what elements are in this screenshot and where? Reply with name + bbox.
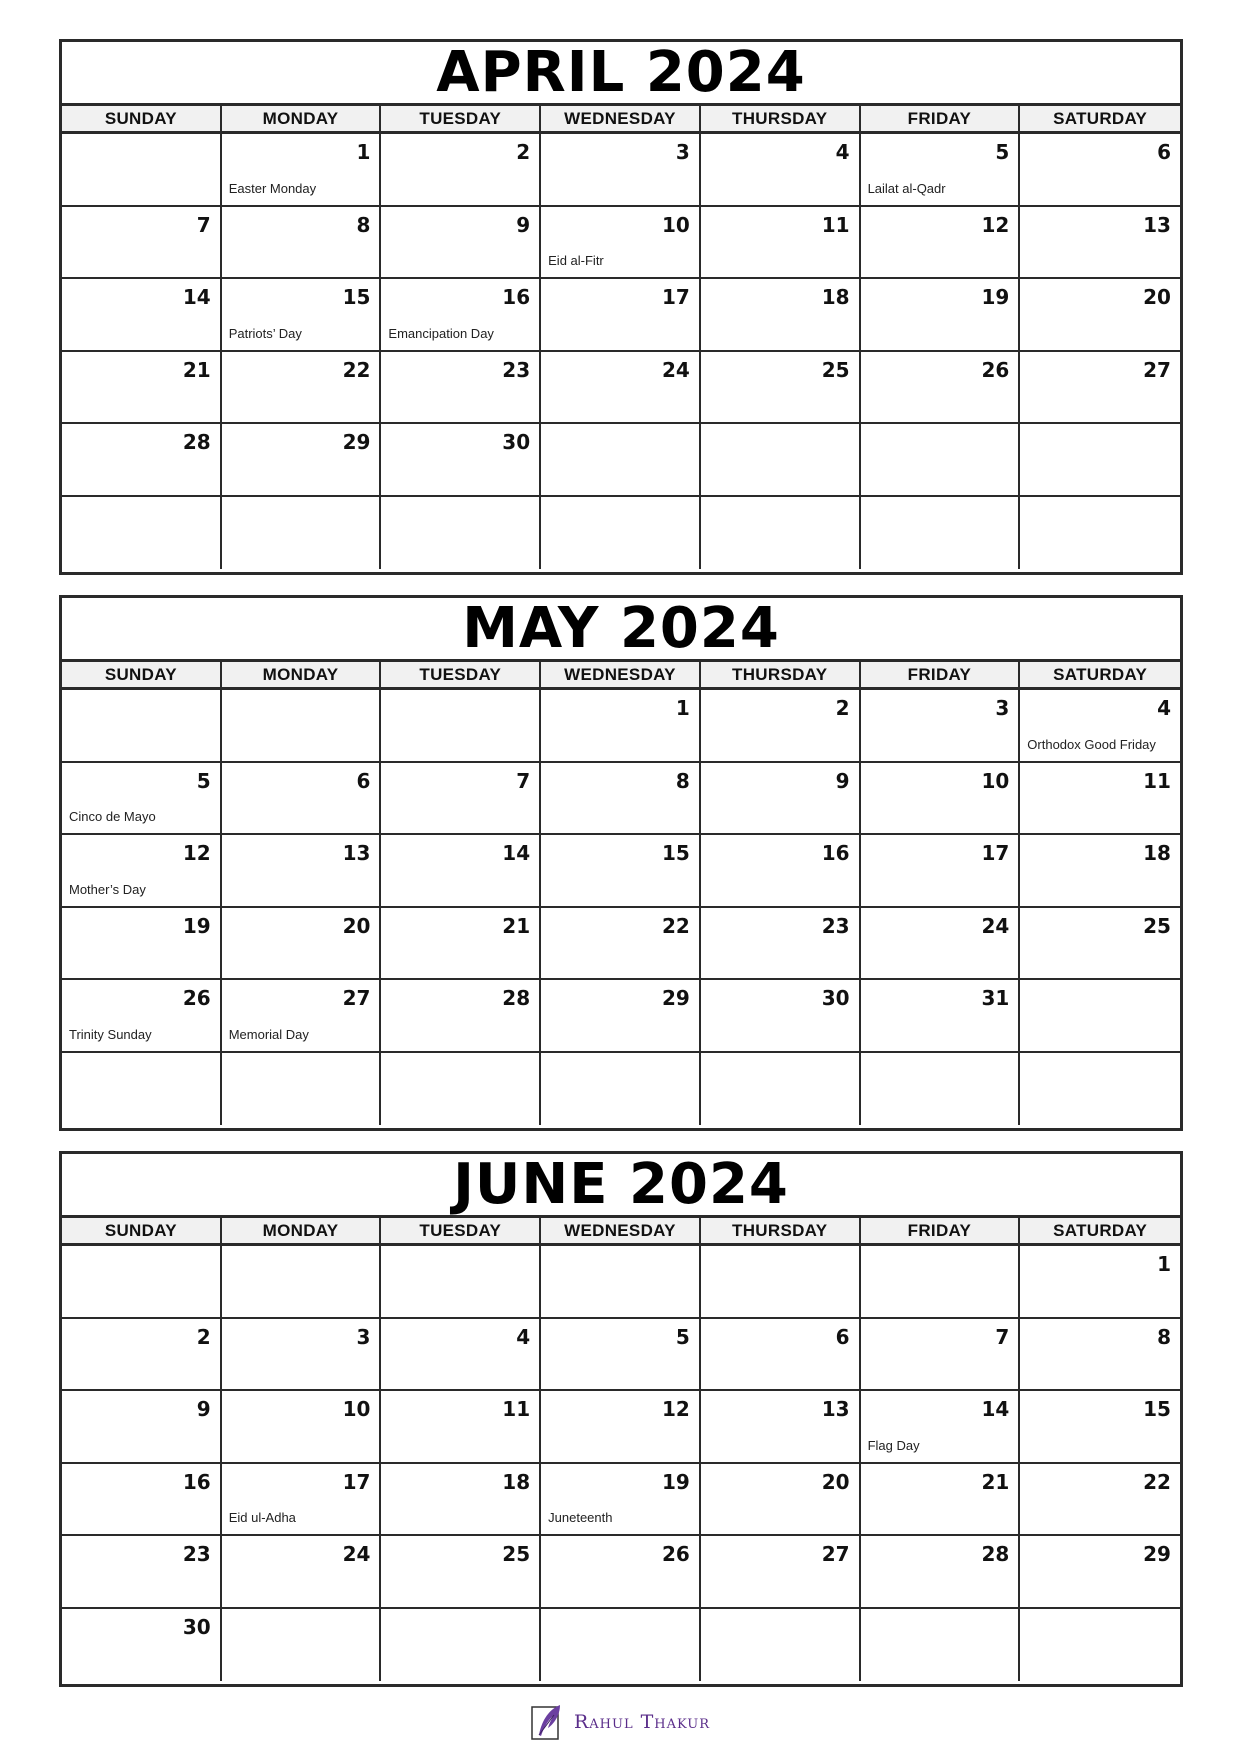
weekday-header: [62, 106, 1180, 134]
day-number: 1: [675, 696, 690, 720]
day-cell: [1020, 1464, 1180, 1537]
day-grid: [62, 134, 1180, 569]
holiday-label: Lailat al-Qadr: [867, 180, 946, 196]
day-cell: [861, 1319, 1021, 1392]
day-cell: [222, 1391, 382, 1464]
day-cell: [62, 1053, 222, 1126]
calendar-april: [59, 39, 1183, 575]
day-number: 10: [981, 768, 1010, 793]
day-number: 6: [1157, 140, 1171, 164]
day-number: 30: [502, 430, 531, 454]
day-cell: [222, 1319, 382, 1392]
day-number: 7: [196, 212, 211, 237]
day-cell: [222, 1053, 382, 1126]
day-number: 2: [516, 140, 531, 164]
day-cell: [62, 1246, 222, 1319]
day-cell: [1020, 980, 1180, 1053]
weekday-label: SUNDAY: [62, 106, 222, 131]
weekday-label: TUESDAY: [381, 1218, 541, 1243]
day-cell: [541, 763, 701, 836]
holiday-label: Memorial Day: [228, 1026, 309, 1042]
day-number: 2: [835, 696, 850, 720]
day-number: 15: [1143, 1397, 1171, 1421]
weekday-label: WEDNESDAY: [541, 662, 701, 687]
day-cell: [381, 134, 541, 207]
weekday-label: FRIDAY: [861, 1218, 1021, 1243]
day-cell: [701, 424, 861, 497]
day-cell: [861, 1391, 1021, 1464]
day-cell: [62, 980, 222, 1053]
weekday-label: WEDNESDAY: [541, 106, 701, 131]
day-cell: [1020, 763, 1180, 836]
day-number: 3: [356, 1324, 371, 1349]
day-cell: [541, 497, 701, 570]
day-cell: [701, 134, 861, 207]
day-number: 28: [182, 430, 211, 454]
day-cell: [222, 835, 382, 908]
day-number: 7: [516, 768, 531, 793]
weekday-label: MONDAY: [222, 662, 382, 687]
day-number: 24: [981, 913, 1010, 938]
day-number: 11: [1143, 768, 1171, 793]
day-number: 29: [342, 430, 371, 454]
day-number: 6: [356, 768, 371, 793]
holiday-label: Trinity Sunday: [69, 1026, 152, 1042]
weekday-label: THURSDAY: [701, 662, 861, 687]
weekday-label: MONDAY: [222, 1218, 382, 1243]
day-number: 22: [662, 913, 690, 938]
day-cell: [62, 835, 222, 908]
day-number: 18: [821, 285, 850, 309]
weekday-label: SATURDAY: [1053, 108, 1148, 128]
day-cell: [701, 763, 861, 836]
day-number: 19: [662, 1469, 690, 1494]
weekday-label: SATURDAY: [1053, 664, 1148, 684]
quill-feather-icon: [530, 1703, 566, 1741]
weekday-header: [62, 1218, 1180, 1246]
day-cell: [1020, 497, 1180, 570]
weekday-label: SUNDAY: [62, 662, 222, 687]
day-cell: [62, 690, 222, 763]
day-number: 17: [662, 285, 690, 309]
day-cell: [222, 424, 382, 497]
day-number: 5: [995, 140, 1010, 164]
day-cell: [222, 1609, 382, 1682]
day-cell: [541, 1319, 701, 1392]
day-number: 15: [662, 841, 690, 865]
weekday-label: TUESDAY: [381, 662, 541, 687]
day-cell: [701, 690, 861, 763]
day-number: 13: [1143, 212, 1171, 237]
weekday-label: FRIDAY: [861, 662, 1021, 687]
day-cell: [381, 497, 541, 570]
day-cell: [541, 1246, 701, 1319]
day-cell: [1020, 1246, 1180, 1319]
day-cell: [222, 690, 382, 763]
day-cell: [541, 1464, 701, 1537]
day-number: 15: [342, 285, 371, 309]
day-cell: [381, 1391, 541, 1464]
day-cell: [222, 1246, 382, 1319]
day-cell: [541, 207, 701, 280]
day-cell: [1020, 690, 1180, 763]
holiday-label: Eid al-Fitr: [548, 253, 604, 268]
day-cell: [222, 1464, 382, 1537]
day-cell: [541, 134, 701, 207]
day-cell: [381, 1246, 541, 1319]
day-cell: [861, 134, 1021, 207]
day-cell: [701, 1053, 861, 1126]
day-number: 30: [182, 1614, 211, 1639]
month-title: MAY 2024: [62, 598, 1180, 662]
day-cell: [541, 1609, 701, 1682]
day-cell: [62, 908, 222, 981]
holiday-label: Emancipation Day: [388, 325, 494, 341]
day-grid: [62, 1246, 1180, 1681]
day-cell: [222, 134, 382, 207]
day-cell: [222, 980, 382, 1053]
day-cell: [861, 279, 1021, 352]
day-cell: [1020, 1319, 1180, 1392]
day-cell: [861, 1053, 1021, 1126]
day-cell: [381, 1536, 541, 1609]
day-cell: [1020, 1053, 1180, 1126]
day-number: 26: [182, 986, 211, 1010]
day-number: 18: [1143, 841, 1171, 865]
weekday-label: FRIDAY: [861, 106, 1021, 131]
day-cell: [62, 1536, 222, 1609]
day-cell: [701, 1391, 861, 1464]
day-number: 6: [835, 1324, 850, 1349]
day-cell: [541, 1391, 701, 1464]
day-number: 13: [821, 1397, 850, 1421]
day-cell: [701, 279, 861, 352]
day-number: 12: [662, 1397, 690, 1421]
day-cell: [222, 908, 382, 981]
day-number: 8: [1157, 1324, 1171, 1349]
day-cell: [541, 835, 701, 908]
day-number: 8: [675, 768, 690, 793]
day-cell: [381, 424, 541, 497]
day-number: 23: [502, 357, 531, 382]
calendar-may: [59, 595, 1183, 1131]
day-cell: [1020, 279, 1180, 352]
day-cell: [541, 1053, 701, 1126]
day-number: 4: [835, 140, 850, 164]
holiday-label: Cinco de Mayo: [69, 809, 156, 824]
day-cell: [861, 207, 1021, 280]
day-cell: [381, 763, 541, 836]
day-number: 16: [821, 841, 850, 865]
day-number: 19: [981, 285, 1010, 309]
day-number: 27: [342, 986, 371, 1010]
day-cell: [861, 1609, 1021, 1682]
weekday-label: SUNDAY: [62, 1218, 222, 1243]
day-number: 12: [182, 841, 211, 865]
day-cell: [861, 690, 1021, 763]
day-cell: [62, 279, 222, 352]
day-number: 26: [981, 357, 1010, 382]
day-cell: [541, 690, 701, 763]
day-number: 20: [821, 1469, 850, 1494]
day-number: 7: [995, 1324, 1010, 1349]
day-cell: [62, 424, 222, 497]
weekday-label: SATURDAY: [1053, 1220, 1148, 1240]
day-number: 13: [342, 841, 371, 865]
day-cell: [1020, 134, 1180, 207]
day-number: 12: [981, 212, 1010, 237]
month-title: JUNE 2024: [62, 1154, 1180, 1218]
day-cell: [62, 207, 222, 280]
day-number: 25: [502, 1542, 531, 1566]
day-cell: [62, 134, 222, 207]
day-cell: [1020, 908, 1180, 981]
day-number: 21: [502, 913, 531, 938]
day-number: 23: [182, 1542, 211, 1566]
day-number: 5: [196, 768, 211, 793]
day-cell: [701, 1464, 861, 1537]
day-cell: [861, 908, 1021, 981]
day-cell: [381, 980, 541, 1053]
holiday-label: Eid ul-Adha: [228, 1510, 296, 1525]
day-number: 3: [675, 140, 690, 164]
day-cell: [861, 1464, 1021, 1537]
day-number: 4: [1157, 696, 1171, 720]
day-cell: [1020, 207, 1180, 280]
day-cell: [1020, 835, 1180, 908]
holiday-label: Easter Monday: [228, 180, 317, 196]
day-number: 30: [821, 986, 850, 1010]
day-number: 10: [662, 212, 690, 237]
day-cell: [861, 1246, 1021, 1319]
day-number: 17: [981, 841, 1010, 865]
day-cell: [701, 835, 861, 908]
day-cell: [381, 835, 541, 908]
weekday-label: TUESDAY: [381, 106, 541, 131]
holiday-label: Patriots’ Day: [228, 325, 302, 341]
day-cell: [62, 1464, 222, 1537]
day-number: 22: [1143, 1469, 1171, 1494]
day-cell: [861, 980, 1021, 1053]
day-number: 9: [516, 212, 531, 237]
day-cell: [222, 1536, 382, 1609]
day-number: 16: [182, 1469, 211, 1494]
day-number: 21: [981, 1469, 1010, 1494]
weekday-label: MONDAY: [222, 106, 382, 131]
day-cell: [701, 352, 861, 425]
weekday-label: THURSDAY: [701, 1218, 861, 1243]
day-cell: [861, 835, 1021, 908]
brand-name: Rahul Thakur: [573, 1711, 711, 1733]
day-cell: [1020, 1391, 1180, 1464]
day-cell: [62, 1609, 222, 1682]
day-cell: [62, 497, 222, 570]
day-number: 11: [502, 1397, 531, 1421]
day-cell: [222, 352, 382, 425]
day-number: 4: [516, 1324, 531, 1349]
day-cell: [861, 763, 1021, 836]
day-cell: [381, 1609, 541, 1682]
day-cell: [62, 763, 222, 836]
day-cell: [381, 1053, 541, 1126]
day-cell: [541, 279, 701, 352]
day-cell: [861, 352, 1021, 425]
day-number: 10: [342, 1397, 371, 1421]
day-number: 27: [1143, 357, 1171, 382]
day-cell: [701, 1319, 861, 1392]
day-number: 14: [502, 841, 531, 865]
day-cell: [381, 207, 541, 280]
day-cell: [541, 352, 701, 425]
day-cell: [222, 497, 382, 570]
day-number: 18: [502, 1469, 531, 1494]
day-cell: [861, 497, 1021, 570]
day-cell: [541, 908, 701, 981]
day-number: 1: [1157, 1252, 1171, 1276]
day-cell: [222, 279, 382, 352]
day-number: 2: [196, 1324, 211, 1349]
day-number: 8: [356, 212, 371, 237]
day-cell: [1020, 1609, 1180, 1682]
day-number: 27: [821, 1542, 850, 1566]
day-cell: [381, 279, 541, 352]
day-number: 9: [835, 768, 850, 793]
day-number: 11: [821, 212, 850, 237]
day-number: 1: [356, 140, 371, 164]
day-cell: [861, 1536, 1021, 1609]
day-number: 24: [342, 1542, 371, 1566]
day-cell: [381, 1319, 541, 1392]
footer: [0, 1702, 1240, 1742]
day-cell: [701, 497, 861, 570]
day-cell: [62, 1319, 222, 1392]
day-cell: [381, 352, 541, 425]
day-cell: [701, 908, 861, 981]
holiday-label: Orthodox Good Friday: [1027, 736, 1156, 752]
day-number: 19: [182, 913, 211, 938]
day-cell: [62, 1391, 222, 1464]
day-number: 22: [342, 357, 371, 382]
day-number: 3: [995, 696, 1010, 720]
day-number: 14: [981, 1397, 1010, 1421]
day-cell: [701, 1536, 861, 1609]
day-cell: [381, 908, 541, 981]
day-grid: [62, 690, 1180, 1125]
holiday-label: Flag Day: [867, 1437, 920, 1453]
day-cell: [381, 1464, 541, 1537]
day-number: 26: [662, 1542, 690, 1566]
holiday-label: Juneteenth: [548, 1510, 613, 1525]
holiday-label: Mother’s Day: [69, 881, 146, 897]
day-number: 25: [1143, 913, 1171, 938]
day-number: 24: [662, 357, 690, 382]
weekday-label: WEDNESDAY: [541, 1218, 701, 1243]
day-number: 20: [1143, 285, 1171, 309]
day-number: 21: [182, 357, 211, 382]
day-number: 29: [1143, 1542, 1171, 1566]
day-cell: [701, 1609, 861, 1682]
weekday-label: THURSDAY: [701, 106, 861, 131]
day-number: 28: [502, 986, 531, 1010]
day-cell: [701, 980, 861, 1053]
day-number: 17: [342, 1469, 371, 1494]
day-cell: [222, 763, 382, 836]
day-cell: [1020, 424, 1180, 497]
day-number: 31: [981, 986, 1010, 1010]
day-cell: [541, 424, 701, 497]
day-number: 14: [182, 285, 211, 309]
day-cell: [381, 690, 541, 763]
day-cell: [1020, 1536, 1180, 1609]
day-number: 5: [675, 1324, 690, 1349]
day-number: 23: [821, 913, 850, 938]
day-cell: [701, 207, 861, 280]
day-cell: [541, 1536, 701, 1609]
day-cell: [222, 207, 382, 280]
day-number: 25: [821, 357, 850, 382]
day-cell: [1020, 352, 1180, 425]
day-cell: [62, 352, 222, 425]
calendar-june: [59, 1151, 1183, 1687]
weekday-header: [62, 662, 1180, 690]
day-number: 20: [342, 913, 371, 938]
day-number: 16: [502, 285, 531, 309]
day-number: 9: [196, 1397, 211, 1421]
day-cell: [701, 1246, 861, 1319]
day-cell: [861, 424, 1021, 497]
day-number: 29: [662, 986, 690, 1010]
day-number: 28: [981, 1542, 1010, 1566]
month-title: APRIL 2024: [62, 42, 1180, 106]
day-cell: [541, 980, 701, 1053]
